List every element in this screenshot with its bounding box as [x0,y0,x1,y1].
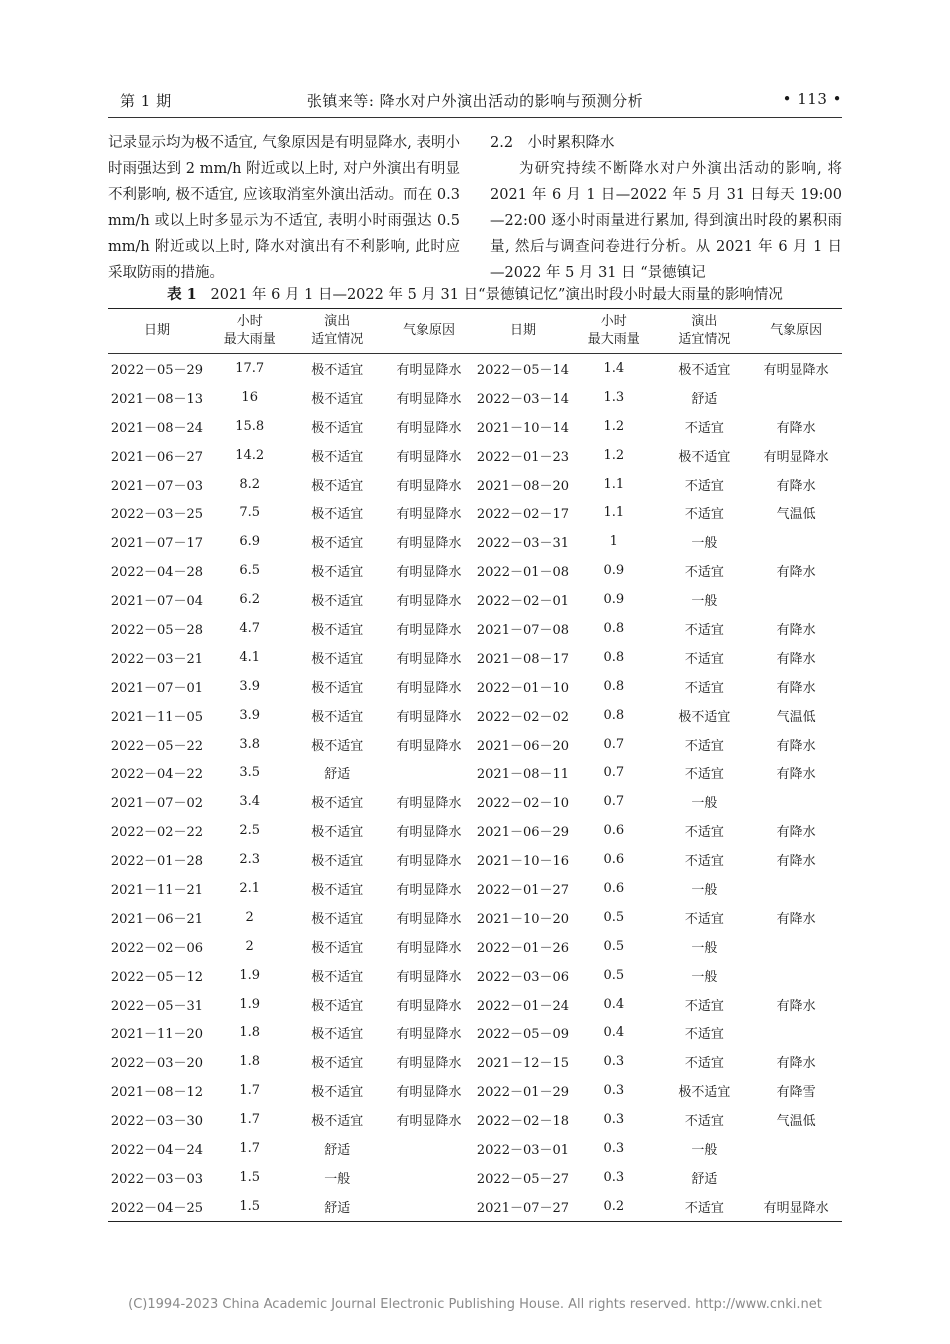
cell-reason: 有明显降水 [396,449,462,465]
page-number: • 113 • [782,90,842,108]
table-row [108,1163,842,1192]
cell-max-rain: 1 [609,534,618,550]
cell-suitability: 极不适宜 [311,738,364,754]
cell-suitability: 不适宜 [684,651,724,667]
cell-date: 2022－03－03 [110,1171,204,1187]
cell-max-rain: 3.4 [239,794,261,810]
cell-date: 2022－03－01 [476,1142,570,1158]
right-column [490,130,842,286]
cell-reason [750,932,842,961]
cell-suitability: 极不适宜 [311,825,364,841]
cell-max-rain: 17.7 [235,360,265,376]
cell-max-rain: 0.9 [603,592,625,608]
cell-suitability: 舒适 [324,1142,351,1158]
cell-max-rain: 1.5 [206,1192,294,1221]
cell-reason [381,1163,477,1192]
cell-date: 2021－08－12 [110,1085,204,1101]
cell-max-rain: 0.7 [603,736,625,752]
table-row [108,1134,842,1163]
cell-suitability: 不适宜 [684,565,724,581]
cell-reason [381,1134,477,1163]
cell-reason [750,961,842,990]
cell-reason: 有明显降水 [396,911,462,927]
cell-max-rain: 1.2 [603,418,625,434]
cell-reason: 有明显降水 [396,651,462,667]
table-caption [108,283,842,304]
cell-reason [750,383,842,412]
cell-reason: 有明显降水 [396,680,462,696]
cell-date: 2022－04－24 [110,1142,204,1158]
table-row [108,441,842,470]
cell-max-rain: 0.3 [603,1169,625,1185]
cell-reason: 有明显降水 [396,940,462,956]
header-date: 日期 [108,309,206,354]
table-row [108,614,842,643]
cell-suitability: 不适宜 [684,420,724,436]
cell-max-rain: 6.2 [239,592,261,608]
cell-date: 2021－10－14 [476,420,570,436]
cell-max-rain: 0.5 [603,938,625,954]
table-row [108,845,842,874]
cell-reason: 有明显降水 [396,1027,462,1043]
cell-suitability: 极不适宜 [678,449,731,465]
cell-date: 2021－11－05 [110,709,204,725]
cell-reason: 有降水 [776,911,816,927]
cell-reason: 有明显降水 [396,969,462,985]
left-column-paragraph: 记录显示均为极不适宜, 气象原因是有明显降水, 表明小时雨强达到 2 mm/h 附近或以上时, 对户外演出有明显不利影响, 极不适宜, 应该取消室外演出活动。而在 0.3 mm/h 或以上时多显示为不适宜, 表明小时雨强达 0.5 mm/h 附近或以上时, 降水对演出有不利影响, 此时应采取防雨的措施。 [108,135,460,281]
table-row [108,1105,842,1134]
cell-suitability: 不适宜 [684,911,724,927]
cell-reason: 有降雪 [776,1085,816,1101]
cell-suitability: 极不适宜 [311,854,364,870]
cell-max-rain: 15.8 [235,418,265,434]
cell-date: 2022－05－31 [110,998,204,1014]
table-row [108,527,842,556]
cell-suitability: 极不适宜 [311,1085,364,1101]
cell-max-rain: 1.4 [603,360,625,376]
header-rule [108,117,842,118]
cell-suitability: 不适宜 [684,507,724,523]
table-row [108,961,842,990]
cell-reason [750,1018,842,1047]
cell-suitability: 极不适宜 [311,594,364,610]
cell-reason: 有明显降水 [396,565,462,581]
cell-date: 2022－01－23 [476,449,570,465]
cell-date: 2022－04－28 [110,565,204,581]
cell-reason: 有降水 [776,622,816,638]
cell-suitability: 一般 [691,594,718,610]
table-row [108,990,842,1019]
cell-reason: 有明显降水 [396,362,462,378]
cell-suitability: 极不适宜 [311,362,364,378]
cell-max-rain: 2.5 [239,823,261,839]
cell-reason: 有降水 [776,565,816,581]
cell-suitability: 一般 [324,1171,351,1187]
cell-reason: 有明显降水 [396,507,462,523]
cell-date: 2021－08－11 [476,767,570,783]
cell-reason: 有明显降水 [396,1114,462,1130]
cell-reason: 气温低 [776,709,816,725]
cell-suitability: 极不适宜 [311,651,364,667]
section-heading: 2.2 小时累积降水 [490,135,615,151]
cell-reason: 气温低 [776,507,816,523]
cell-date: 2022－01－26 [476,940,570,956]
right-column-paragraph: 为研究持续不断降水对户外演出活动的影响, 将 2021 年 6 月 1 日—2022 年 5 月 31 日每天 19:00—22:00 逐小时雨量进行累加, 得到演出时段的累积雨量, 然后与调查问卷进行分析。从 2021 年 6 月 1 日—2022 年 5 月 31 日 “景德镇记 [490,161,842,281]
cell-date: 2021－06－29 [476,825,570,841]
cell-date: 2021－11－21 [110,882,204,898]
cell-max-rain: 0.4 [603,996,625,1012]
table-row [108,1076,842,1105]
cell-date: 2021－07－27 [477,1192,569,1221]
header-max-rain: 小时 最大雨量 [206,309,294,354]
cell-suitability: 极不适宜 [311,1056,364,1072]
cell-max-rain: 0.4 [603,1025,625,1041]
table-row [108,672,842,701]
cell-date: 2021－07－08 [476,622,570,638]
cell-date: 2022－02－22 [110,825,204,841]
table-row [108,383,842,412]
cell-date: 2022－02－01 [476,594,570,610]
cell-reason: 有降水 [776,998,816,1014]
cell-max-rain: 6.5 [239,563,261,579]
cell-reason [381,1192,477,1221]
cell-reason: 有明显降水 [396,1085,462,1101]
cell-suitability: 极不适宜 [311,796,364,812]
cell-max-rain: 0.2 [569,1192,658,1221]
cell-max-rain: 0.5 [603,967,625,983]
table-row [108,585,842,614]
cell-date: 2022－03－06 [476,969,570,985]
cell-suitability: 极不适宜 [311,622,364,638]
cell-max-rain: 0.3 [603,1054,625,1070]
cell-suitability: 极不适宜 [311,420,364,436]
cell-date: 2022－02－10 [476,796,570,812]
cell-max-rain: 0.6 [603,880,625,896]
cell-date: 2021－08－20 [476,478,570,494]
table-row [108,758,842,787]
table-row [108,874,842,903]
cell-date: 2022－01－10 [476,680,570,696]
header-date: 日期 [477,309,569,354]
cell-date: 2021－07－02 [110,796,204,812]
cell-max-rain: 1.7 [239,1083,261,1099]
cell-max-rain: 8.2 [239,476,261,492]
cell-suitability: 舒适 [691,391,718,407]
cell-max-rain: 0.5 [603,909,625,925]
cell-max-rain: 1.5 [239,1169,261,1185]
cell-reason [750,527,842,556]
cell-max-rain: 2.1 [239,880,261,896]
cell-suitability: 极不适宜 [311,1027,364,1043]
cell-max-rain: 7.5 [239,505,261,521]
cell-reason [381,758,477,787]
cell-reason [750,1134,842,1163]
cell-reason: 有降水 [776,680,816,696]
cell-max-rain: 0.3 [603,1140,625,1156]
cell-reason: 有降水 [776,767,816,783]
cell-reason [750,787,842,816]
cell-reason: 有降水 [776,854,816,870]
cell-date: 2022－02－02 [476,709,570,725]
cell-max-rain: 1.9 [239,996,261,1012]
cell-max-rain: 1.7 [239,1140,261,1156]
table-row [108,354,842,383]
table-row [108,643,842,672]
cell-date: 2022－05－27 [476,1171,570,1187]
cell-max-rain: 1.3 [603,389,625,405]
table-row [108,701,842,730]
cell-suitability: 不适宜 [659,1192,751,1221]
cell-date: 2022－01－27 [476,882,570,898]
cell-reason: 有明显降水 [396,709,462,725]
page-header [108,88,842,112]
cell-reason: 有明显降水 [750,1192,842,1221]
cell-reason: 有明显降水 [396,738,462,754]
cell-reason: 有明显降水 [396,478,462,494]
cell-date: 2022－03－20 [110,1056,204,1072]
cell-suitability: 舒适 [293,1192,381,1221]
table-row [108,787,842,816]
cell-max-rain: 2 [245,938,254,954]
cell-date: 2022－05－09 [476,1027,570,1043]
cell-suitability: 不适宜 [684,1114,724,1130]
cell-suitability: 一般 [691,940,718,956]
cell-max-rain: 0.8 [603,678,625,694]
cell-max-rain: 6.9 [239,534,261,550]
running-title: 张镇来等: 降水对户外演出活动的影响与预测分析 [306,92,644,110]
cell-suitability: 极不适宜 [311,882,364,898]
cell-reason: 有明显降水 [396,594,462,610]
cell-suitability: 不适宜 [684,825,724,841]
table-header-row [108,309,842,354]
cell-reason: 有明显降水 [396,391,462,407]
cell-max-rain: 0.7 [603,765,625,781]
cell-max-rain: 3.5 [239,765,261,781]
cell-suitability: 极不适宜 [678,362,731,378]
cell-suitability: 不适宜 [684,478,724,494]
table-body [108,354,842,1222]
header-reason: 气象原因 [750,309,842,354]
cell-date: 2021－10－20 [476,911,570,927]
cell-date: 2021－06－20 [476,738,570,754]
cell-suitability: 极不适宜 [311,998,364,1014]
cell-suitability: 不适宜 [684,622,724,638]
cell-suitability: 极不适宜 [311,478,364,494]
cell-suitability: 极不适宜 [311,565,364,581]
cell-max-rain: 0.7 [603,794,625,810]
cell-reason: 有明显降水 [396,825,462,841]
cell-date: 2021－12－15 [476,1056,570,1072]
cell-suitability: 一般 [691,882,718,898]
table-row [108,1047,842,1076]
cell-max-rain: 1.1 [603,505,625,521]
cell-max-rain: 1.8 [239,1054,261,1070]
cell-reason: 有明显降水 [396,882,462,898]
cell-suitability: 极不适宜 [311,911,364,927]
cell-reason: 有明显降水 [396,796,462,812]
cell-max-rain: 2.3 [239,852,261,868]
cell-max-rain: 1.1 [603,476,625,492]
cell-suitability: 舒适 [691,1171,718,1187]
cell-suitability: 极不适宜 [311,680,364,696]
cell-max-rain: 4.7 [239,620,261,636]
cell-reason: 有明显降水 [396,622,462,638]
cell-suitability: 极不适宜 [311,1114,364,1130]
cell-date: 2021－07－04 [110,594,204,610]
cell-max-rain: 1.2 [603,447,625,463]
cell-date: 2022－01－29 [476,1085,570,1101]
cell-suitability: 一般 [691,536,718,552]
cell-date: 2021－11－20 [110,1027,204,1043]
cell-suitability: 极不适宜 [311,709,364,725]
left-column [108,130,460,286]
cell-suitability: 极不适宜 [311,969,364,985]
cell-reason: 有明显降水 [763,362,829,378]
cell-date: 2021－07－01 [110,680,204,696]
table-caption-text: 2021 年 6 月 1 日—2022 年 5 月 31 日“景德镇记忆”演出时段小时最大雨量的影响情况 [210,287,783,303]
cell-max-rain: 0.6 [603,823,625,839]
cell-suitability: 一般 [691,969,718,985]
cell-date: 2021－08－13 [110,391,204,407]
cell-suitability: 极不适宜 [678,709,731,725]
cell-date: 2022－03－30 [110,1114,204,1130]
cell-reason: 有降水 [776,1056,816,1072]
cell-reason: 有降水 [776,738,816,754]
table-row [108,816,842,845]
rainfall-impact-table [108,308,842,1222]
cell-suitability: 极不适宜 [311,536,364,552]
cell-suitability: 极不适宜 [311,940,364,956]
cell-date: 2021－08－24 [110,420,204,436]
cell-date: 2022－03－14 [476,391,570,407]
cell-reason: 有降水 [776,478,816,494]
cell-reason: 有明显降水 [763,449,829,465]
cell-date: 2021－06－21 [110,911,204,927]
table-row [108,1018,842,1047]
cell-max-rain: 3.8 [239,736,261,752]
cell-date: 2022－02－18 [476,1114,570,1130]
cell-max-rain: 14.2 [235,447,265,463]
table-row [108,903,842,932]
cell-date: 2022－01－08 [476,565,570,581]
cell-max-rain: 1.7 [239,1112,261,1128]
cell-max-rain: 0.6 [603,852,625,868]
cell-max-rain: 0.8 [603,620,625,636]
cell-date: 2021－08－17 [476,651,570,667]
cell-max-rain: 0.8 [603,649,625,665]
cell-suitability: 极不适宜 [311,449,364,465]
cell-date: 2022－04－25 [108,1192,206,1221]
cell-date: 2022－02－06 [110,940,204,956]
cell-max-rain: 3.9 [239,678,261,694]
cell-suitability: 极不适宜 [311,391,364,407]
cell-date: 2022－05－14 [476,362,570,378]
header-suitability: 演出 适宜情况 [293,309,381,354]
cell-max-rain: 1.9 [239,967,261,983]
table-row [108,498,842,527]
cell-max-rain: 16 [241,389,258,405]
cell-date: 2021－10－16 [476,854,570,870]
table-row [108,1192,842,1221]
cell-date: 2022－03－21 [110,651,204,667]
cell-reason: 有降水 [776,420,816,436]
cell-date: 2021－07－03 [110,478,204,494]
table-row [108,730,842,759]
cell-suitability: 不适宜 [684,854,724,870]
cell-max-rain: 0.3 [603,1112,625,1128]
cell-reason [750,874,842,903]
cell-reason: 有明显降水 [396,854,462,870]
copyright-footer: (C)1994-2023 China Academic Journal Electronic Publishing House. All rights reserved. http://www.cnki.net [128,1297,822,1312]
cell-reason: 有明显降水 [396,1056,462,1072]
cell-suitability: 极不适宜 [678,1085,731,1101]
cell-suitability: 不适宜 [684,1056,724,1072]
table-row [108,412,842,441]
cell-date: 2022－02－17 [476,507,570,523]
cell-reason: 有明显降水 [396,536,462,552]
cell-date: 2021－07－17 [110,536,204,552]
cell-reason [750,1163,842,1192]
cell-max-rain: 1.8 [239,1025,261,1041]
cell-date: 2022－03－31 [476,536,570,552]
cell-date: 2022－05－29 [110,362,204,378]
table-row [108,556,842,585]
cell-date: 2021－06－27 [110,449,204,465]
cell-suitability: 舒适 [324,767,351,783]
cell-reason [750,585,842,614]
cell-suitability: 不适宜 [684,738,724,754]
table-row [108,932,842,961]
cell-reason: 有明显降水 [396,420,462,436]
cell-reason: 气温低 [776,1114,816,1130]
cell-date: 2022－01－28 [110,854,204,870]
cell-suitability: 不适宜 [684,1027,724,1043]
header-reason: 气象原因 [381,309,477,354]
cell-date: 2022－05－12 [110,969,204,985]
cell-max-rain: 2 [245,909,254,925]
cell-suitability: 不适宜 [684,767,724,783]
header-suitability: 演出 适宜情况 [659,309,751,354]
cell-date: 2022－03－25 [110,507,204,523]
cell-suitability: 极不适宜 [311,507,364,523]
cell-reason: 有明显降水 [396,998,462,1014]
header-max-rain: 小时 最大雨量 [569,309,658,354]
cell-suitability: 不适宜 [684,680,724,696]
cell-max-rain: 0.3 [603,1083,625,1099]
cell-max-rain: 3.9 [239,707,261,723]
cell-date: 2022－05－28 [110,622,204,638]
cell-reason: 有降水 [776,651,816,667]
cell-date: 2022－05－22 [110,738,204,754]
cell-reason: 有降水 [776,825,816,841]
table-caption-label: 表 1 [167,286,197,303]
cell-date: 2022－04－22 [110,767,204,783]
table-row [108,470,842,499]
cell-suitability: 一般 [691,796,718,812]
cell-suitability: 一般 [691,1142,718,1158]
cell-max-rain: 0.8 [603,707,625,723]
cell-max-rain: 4.1 [239,649,261,665]
cell-max-rain: 0.9 [603,563,625,579]
cell-suitability: 不适宜 [684,998,724,1014]
cell-date: 2022－01－24 [476,998,570,1014]
issue-number: 第 1 期 [120,92,172,110]
